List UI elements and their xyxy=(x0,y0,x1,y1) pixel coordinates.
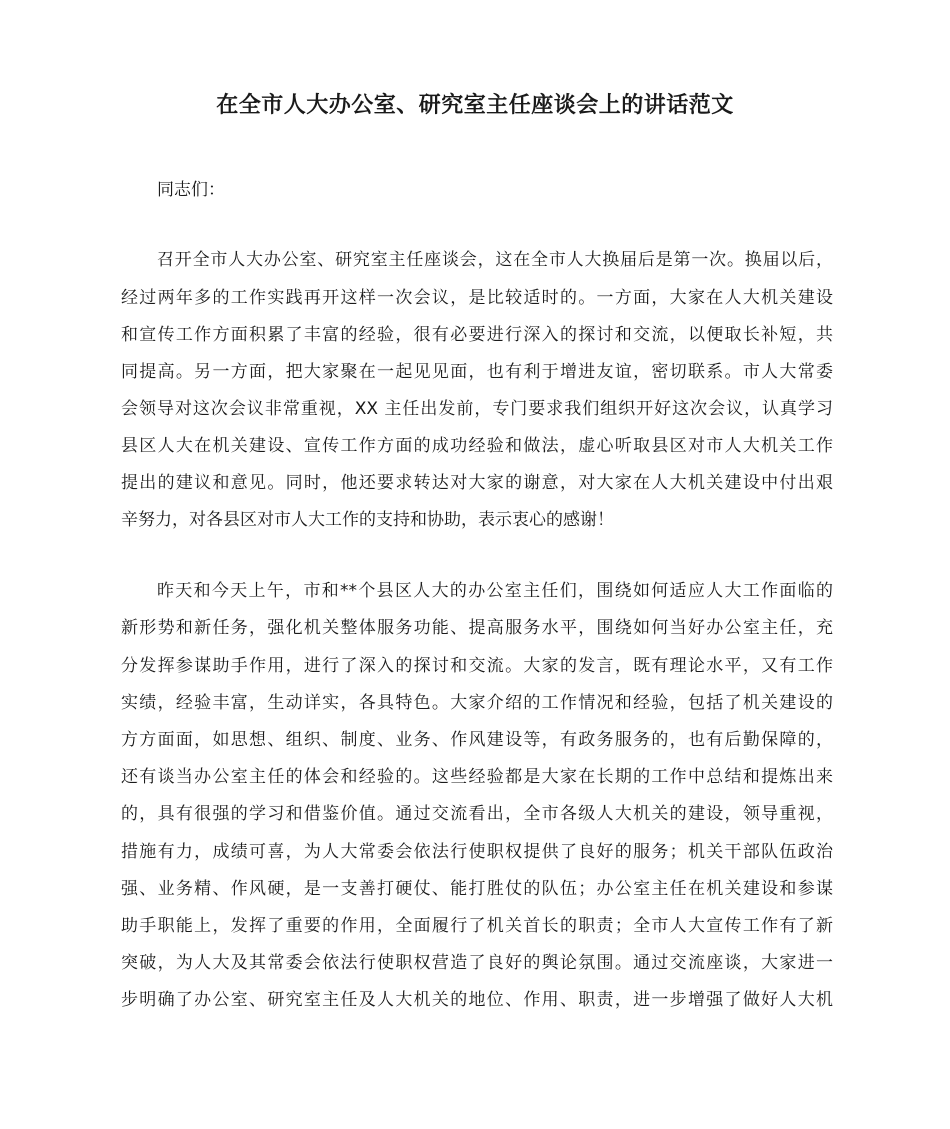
paragraph-line: 提出的建议和意见。同时，他还要求转达对大家的谢意，对大家在人大机关建设中付出艰 xyxy=(121,473,833,493)
paragraph-line: 措施有力，成绩可喜，为人大常委会依法行使职权提供了良好的服务；机关干部队伍政治 xyxy=(121,842,833,862)
paragraph-line: 步明确了办公室、研究室主任及人大机关的地位、作用、职责，进一步增强了做好人大机 xyxy=(121,990,833,1010)
paragraph-line: 分发挥参谋助手作用，进行了深入的探讨和交流。大家的发言，既有理论水平，又有工作 xyxy=(121,656,833,676)
paragraph-line: 的，具有很强的学习和借鉴价值。通过交流看出，全市各级人大机关的建设，领导重视， xyxy=(121,804,833,824)
paragraph-line: 方方面面，如思想、组织、制度、业务、作风建设等，有政务服务的，也有后勤保障的， xyxy=(121,730,833,750)
paragraph-line: 经过两年多的工作实践再开这样一次会议，是比较适时的。一方面，大家在人大机关建设 xyxy=(121,288,833,308)
paragraph-line: 和宣传工作方面积累了丰富的经验，很有必要进行深入的探讨和交流，以便取长补短，共 xyxy=(121,325,833,345)
paragraph-line: 昨天和今天上午，市和**个县区人大的办公室主任们，围绕如何适应人大工作面临的 xyxy=(157,581,833,601)
paragraph-line: 还有谈当办公室主任的体会和经验的。这些经验都是大家在长期的工作中总结和提炼出来 xyxy=(121,767,833,787)
paragraph-line: 县区人大在机关建设、宣传工作方面的成功经验和做法，虚心听取县区对市人大机关工作 xyxy=(121,436,833,456)
paragraph-line: 召开全市人大办公室、研究室主任座谈会，这在全市人大换届后是第一次。换届以后， xyxy=(157,250,833,270)
paragraph-line: 同提高。另一方面，把大家聚在一起见见面，也有利于增进友谊，密切联系。市人大常委 xyxy=(121,362,833,382)
paragraph-line: 新形势和新任务，强化机关整体服务功能、提高服务水平，围绕如何当好办公室主任，充 xyxy=(121,618,833,638)
salutation: 同志们： xyxy=(157,180,225,200)
paragraph-line: 强、业务精、作风硬，是一支善打硬仗、能打胜仗的队伍；办公室主任在机关建设和参谋 xyxy=(121,879,833,899)
paragraph-line: 助手职能上，发挥了重要的作用，全面履行了机关首长的职责；全市人大宣传工作有了新 xyxy=(121,916,833,936)
paragraph-line: 突破，为人大及其常委会依法行使职权营造了良好的舆论氛围。通过交流座谈，大家进一 xyxy=(121,953,833,973)
paragraph-line: 实绩，经验丰富，生动详实，各具特色。大家介绍的工作情况和经验，包括了机关建设的 xyxy=(121,693,833,713)
document-title: 在全市人大办公室、研究室主任座谈会上的讲话范文 xyxy=(216,93,734,118)
paragraph-line: 会领导对这次会议非常重视，XX 主任出发前，专门要求我们组织开好这次会议，认真学习 xyxy=(121,399,833,419)
paragraph-line: 辛努力，对各县区对市人大工作的支持和协助，表示衷心的感谢！ xyxy=(121,510,614,530)
